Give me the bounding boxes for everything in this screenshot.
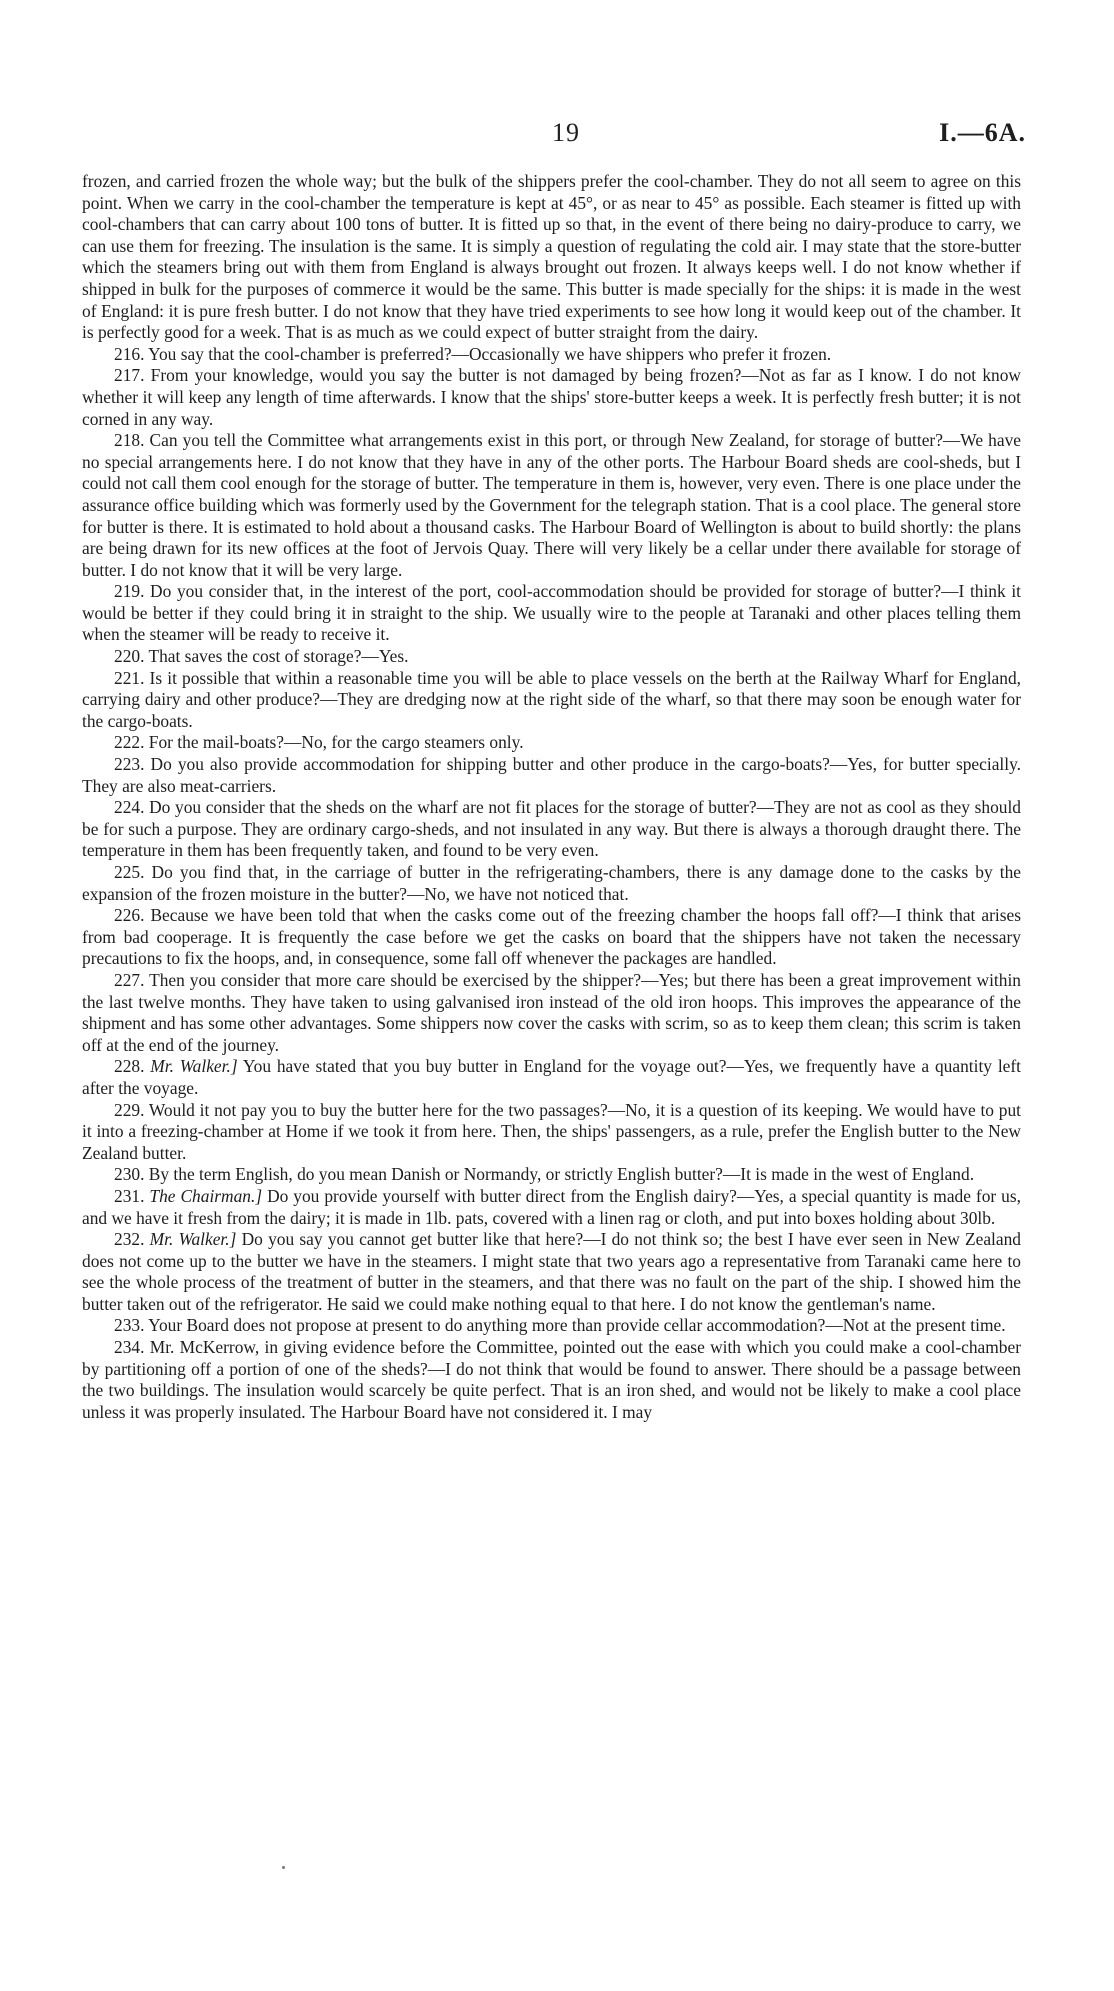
question-216: 216. You say that the cool-chamber is preferred?—Occasionally we have shippers who prefer it frozen. xyxy=(114,343,832,364)
question-227: 227. Then you consider that more care should be exercised by the shipper?—Yes; but there has been a great improvement within the last twelve months. They have taken to using galvanised iron instead of the old iron hoops. This improves the appearance of the shipment and has some other advantages. Some shippers now cover the casks with scrim, so as to keep them clean; this scrim is taken off at the end of the journey. xyxy=(82,969,1021,1055)
question-223: 223. Do you also provide accommodation for shipping butter and other produce in the cargo-boats?—Yes, for butter specially. They are also meat-carriers. xyxy=(82,754,1021,796)
question-233: 233. Your Board does not propose at present to do anything more than provide cellar accommodation?—Not at the present time. xyxy=(114,1315,1006,1336)
speaker-label: The Chairman.] xyxy=(149,1185,263,1206)
question-225: 225. Do you find that, in the carriage of butter in the refrigerating-chambers, there is any damage done to the casks by the expansion of the frozen moisture in the butter?—No, we have not noticed that. xyxy=(82,862,1021,904)
question-219: 219. Do you consider that, in the interest of the port, cool-accommodation should be provided for storage of butter?—I think it would be better if they could bring it in straight to the ship. We usually wire to the people at Taranaki and other places telling them when the steamer will be ready to receive it. xyxy=(82,581,1021,645)
question-229: 229. Would it not pay you to buy the butter here for the two passages?—No, it is a question of its keeping. We would have to put it into a freezing-chamber at Home if we took it from here. Then, the ships' passengers, as a rule, prefer the English butter to the New Zealand butter. xyxy=(82,1099,1021,1163)
question-221: 221. Is it possible that within a reasonable time you will be able to place vessels on the berth at the Railway Wharf for England, carrying dairy and other produce?—They are dredging now at the right side of the wharf, so that there may soon be enough water for the cargo-boats. xyxy=(82,667,1021,731)
question-number: 228. xyxy=(114,1056,145,1077)
question-230: 230. By the term English, do you mean Danish or Normandy, or strictly English butter?—It is made in the west of England. xyxy=(114,1164,975,1185)
question-234: 234. Mr. McKerrow, in giving evidence before the Committee, pointed out the ease with which you could make a cool-chamber by partitioning off a portion of one of the sheds?—I do not think that would be found to answer. There should be a passage between the two buildings. The insulation would scarcely be quite perfect. That is an iron shed, and would not be likely to make a cool place unless it was properly insulated. The Harbour Board have not considered it. I may xyxy=(82,1337,1021,1422)
speaker-label: Mr. Walker.] xyxy=(149,1229,237,1250)
question-220: 220. That saves the cost of storage?—Yes. xyxy=(114,646,409,667)
ink-dot xyxy=(282,1866,285,1869)
question-228 xyxy=(82,1056,1021,1099)
question-text: You have stated that you buy butter in England for the voyage out?—Yes, we frequently have a quantity left after the voyage. xyxy=(82,1056,1021,1098)
question-text: Do you provide yourself with butter direct from the English dairy?—Yes, a special quantity is made for us, and we have it fresh from the dairy; it is made in 1lb. pats, covered with a linen rag or cloth, and put into boxes holding about 30lb. xyxy=(82,1185,1021,1228)
question-226: 226. Because we have been told that when the casks come out of the freezing chamber the hoops fall off?—I think that arises from bad cooperage. It is frequently the case before we get the casks on board that the shippers have not taken the necessary precautions to fix the hoops, and, in consequence, some fall off whenever the packages are handled. xyxy=(82,905,1021,969)
question-231 xyxy=(82,1186,1021,1229)
page-number: 19 xyxy=(552,118,580,147)
question-text: Do you say you cannot get butter like that here?—I do not think so; the best I have ever seen in New Zealand does not come up to the butter we have in the steamers. I might state that two years ago a representative from Taranaki came here to see the whole process of the treatment of butter in the steamers, and that there was no fault on the part of the ship. I showed him the butter taken out of the refrigerator. He said we could make nothing equal to that here. I do not know the gentleman's name. xyxy=(82,1229,1021,1314)
question-217: 217. From your knowledge, would you say the butter is not damaged by being frozen?—Not as far as I know. I do not know whether it will keep any length of time afterwards. I know that the ships' store-butter keeps a week. It is perfectly fresh butter; it is not corned in any way. xyxy=(82,365,1021,429)
paragraph-continuation: frozen, and carried frozen the whole way; but the bulk of the shippers prefer the cool-chamber. They do not all seem to agree on this point. When we carry in the cool-chamber the temperature is kept at 45°, or as near to 45° as possible. Each steamer is fitted up with cool-chambers that can carry about 100 tons of butter. It is fitted up so that, in the event of there being no dairy-produce to carry, we can use them for freezing. The insulation is the same. It is simply a question of regulating the cold air. I may state that the store-butter which the steamers bring out with them from England is always brought out frozen. It always keeps well. I do not know whether if shipped in bulk for the purposes of commerce it would be the same. This butter is made specially for the ships: it is made in the west of England: it is pure fresh butter. I do not know that they have tried experiments to see how long it would keep out of the chamber. It is perfectly good for a week. That is as much as we could expect of butter straight from the dairy. xyxy=(82,171,1021,343)
page-header xyxy=(0,118,1114,158)
question-number: 231. xyxy=(114,1185,145,1206)
question-218: 218. Can you tell the Committee what arrangements exist in this port, or through New Zealand, for storage of butter?—We have no special arrangements here. I do not know that they have in any of the other ports. The Harbour Board sheds are cool-sheds, but I could not call them cool enough for the storage of butter. The temperature in them is, however, very even. There is one place under the assurance office building which was formerly used by the Government for the telegraph station. That is a cool place. The general store for butter is there. It is estimated to hold about a thousand casks. The Harbour Board of Wellington is about to build shortly: the plans are being drawn for its new offices at the foot of Jervois Quay. There will very likely be a cellar under there available for storage of butter. I do not know that it will be very large. xyxy=(82,430,1021,580)
evidence-text xyxy=(82,171,1021,1423)
document-reference: I.—6A. xyxy=(939,118,1026,147)
question-222: 222. For the mail-boats?—No, for the cargo steamers only. xyxy=(114,732,524,753)
speaker-label: Mr. Walker.] xyxy=(150,1056,238,1077)
question-number: 232. xyxy=(114,1229,145,1250)
question-224: 224. Do you consider that the sheds on the wharf are not fit places for the storage of butter?—They are not as cool as they should be for such a purpose. They are ordinary cargo-sheds, and not insulated in any way. But there is always a thorough draught there. The temperature in them has been frequently taken, and found to be very even. xyxy=(82,797,1021,861)
question-232 xyxy=(82,1229,1021,1315)
